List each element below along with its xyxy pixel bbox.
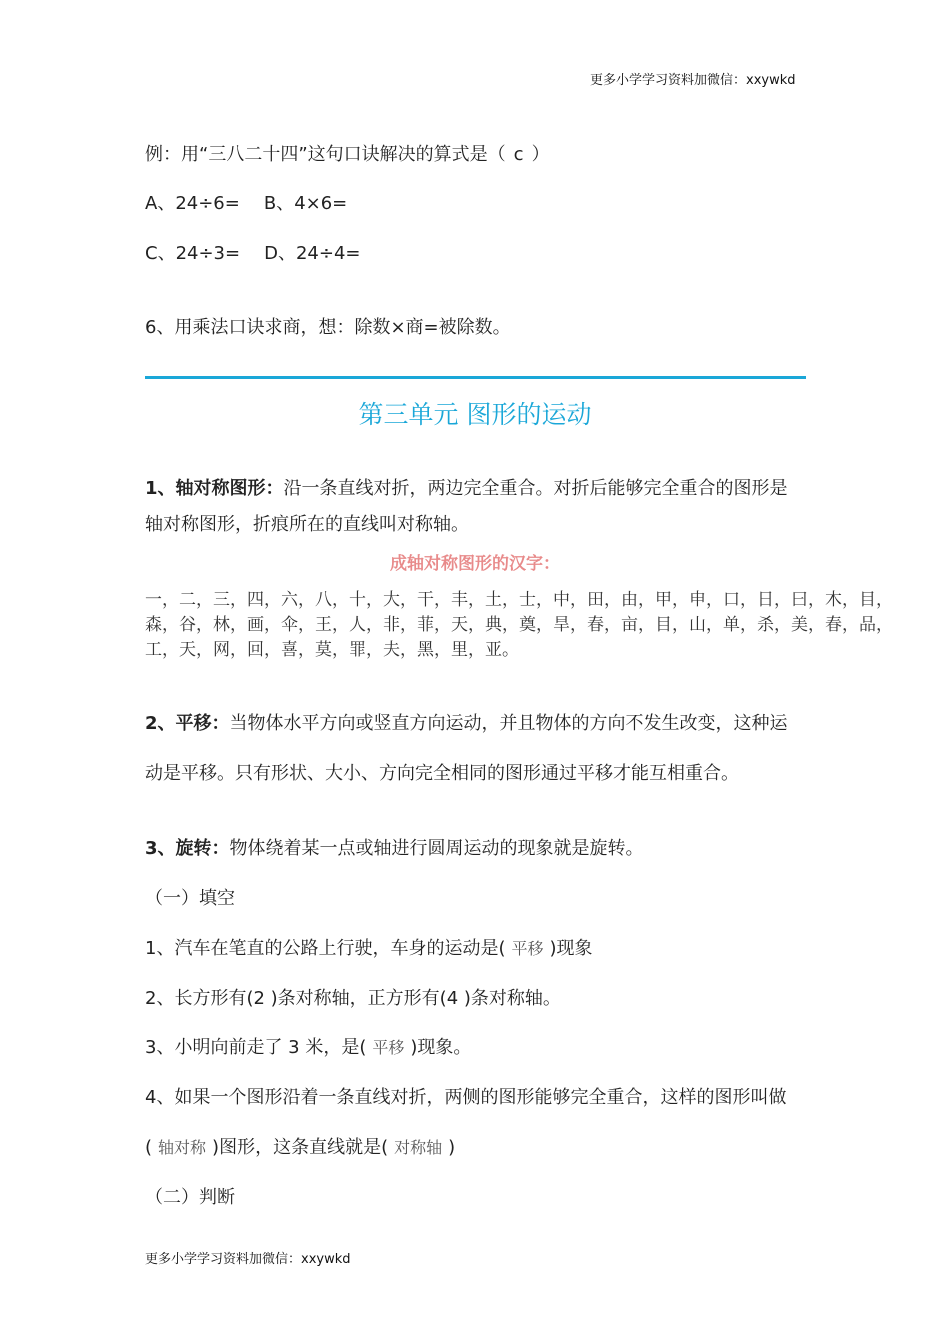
page-header: 更多小学学习资料加微信：xxywkd [590,73,796,88]
question-3-text: 3、小明向前走了 3 米，是( [145,1037,367,1058]
symmetric-chars-line-3: 工，天，网，回，喜，莫，罪，夫，黑，里，亚。 [145,640,519,660]
question-2: 2、长方形有(2 )条对称轴，正方形有(4 )条对称轴。 [145,988,561,1009]
axis-symmetry-line-1 [145,474,788,500]
example-question-suffix: ） [531,144,550,165]
rotation-line [145,834,644,860]
question-4-middle: )图形，这条直线就是( [212,1137,389,1158]
axis-symmetry-text-1: 沿一条直线对折，两边完全重合。对折后能够完全重合的图形是 [283,478,788,499]
question-3 [145,1033,471,1059]
example-question [145,140,550,166]
question-1-end: )现象 [549,938,593,959]
translation-text-2: 动是平移。只有形状、大小、方向完全相同的图形通过平移才能互相重合。 [145,763,739,784]
axis-symmetry-text-2: 轴对称图形，折痕所在的直线叫对称轴。 [145,514,469,535]
question-4-line-2 [145,1133,455,1159]
example-options-row-1 [145,189,347,215]
translation-label: 2、平移： [145,713,230,734]
symmetric-chars-line-2: 森，谷，林，画，伞，王，人，非，菲，天，典，奠，旱，春，亩，目，山，单，杀，美，春，品， [145,615,893,635]
option-a: A、24÷6= [145,193,240,214]
judge-heading: （二）判断 [145,1187,235,1208]
question-4-line-1: 4、如果一个图形沿着一条直线对折，两侧的图形能够完全重合，这样的图形叫做 [145,1087,787,1108]
question-4-answer-1: 轴对称 [158,1138,207,1157]
question-1-text: 1、汽车在笔直的公路上行驶，车身的运动是( [145,938,506,959]
symmetric-chars-heading: 成轴对称图形的汉字： [390,554,560,574]
fill-in-heading: （一）填空 [145,888,235,909]
point-6: 6、用乘法口诀求商，想：除数×商=被除数。 [145,317,511,338]
example-answer: c [513,144,524,165]
rotation-text: 物体绕着某一点或轴进行圆周运动的现象就是旋转。 [229,838,644,859]
page-footer: 更多小学学习资料加微信：xxywkd [145,1252,351,1267]
question-4-answer-2: 对称轴 [394,1138,443,1157]
unit-title: 第三单元 图形的运动 [358,400,592,429]
symmetric-chars-line-1: 一，二，三，四，六，八，十，大，干，丰，土，士，中，田，由，甲，申，口，日，曰，木，目， [145,590,893,610]
translation-text-1: 当物体水平方向或竖直方向运动，并且物体的方向不发生改变，这种运 [229,713,788,734]
option-b: B、4×6= [263,193,348,214]
example-options-row-2 [145,239,360,265]
question-3-end: )现象。 [410,1037,472,1058]
section-divider [145,376,806,379]
option-d: D、24÷4= [264,243,361,264]
example-question-prefix: 例：用“三八二十四”这句口诀解决的算式是（ [145,144,506,165]
translation-line-1 [145,709,788,735]
rotation-label: 3、旋转： [145,838,230,859]
question-1-answer: 平移 [511,939,544,958]
question-1 [145,934,593,960]
option-c: C、24÷3= [145,243,241,264]
question-3-answer: 平移 [372,1038,405,1057]
question-4-open: ( [145,1137,153,1158]
axis-symmetry-label: 1、轴对称图形： [145,478,284,499]
question-4-close: ) [448,1137,456,1158]
